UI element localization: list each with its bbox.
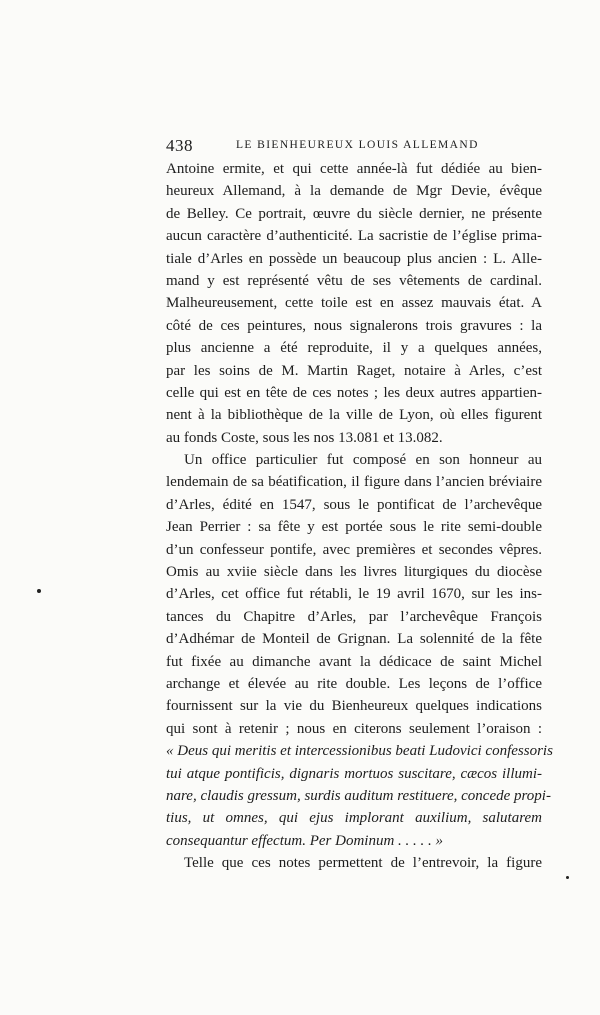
text-line: d’Arles, cet office fut rétabli, le 19 avril 1670, sur les ins- (166, 586, 542, 603)
prayer-line: tius, ut omnes, qui ejus implorant auxilium, salutarem (166, 810, 542, 827)
text-line: tances du Chapitre d’Arles, par l’archevêque François (166, 608, 542, 625)
text-line: plus ancienne a été reproduite, il y a quelques années, (166, 340, 542, 357)
text-line: d’Adhémar de Monteil de Grignan. La solennité de la fête (166, 631, 542, 648)
text-line: au fonds Coste, sous les nos 13.081 et 13.082. (166, 429, 443, 446)
text-line: fournissent sur la vie du Bienheureux quelques indications (166, 698, 542, 715)
text-line: mand y est représenté vêtu de ses vêtements de cardinal. (166, 272, 542, 289)
paragraph-start-line: Un office particulier fut composé en son honneur au (184, 452, 542, 469)
text-line: heureux Allemand, à la demande de Mgr Devie, évêque (166, 183, 542, 200)
text-line: côté de ces peintures, nous signalerons trois gravures : la (166, 317, 542, 334)
text-line: celle qui est en tête de ces notes ; les deux autres appartien- (166, 384, 542, 401)
text-line: Jean Perrier : sa fête y est portée sous le rite semi-double (166, 519, 542, 536)
text-line: par les soins de M. Martin Raget, notaire à Arles, c’est (166, 362, 542, 379)
prayer-line: « Deus qui meritis et intercessionibus beati Ludovici confessoris (166, 743, 553, 760)
text-line: qui sont à retenir ; nous en citerons seulement l’oraison : (166, 720, 542, 737)
page-header (166, 136, 542, 156)
prayer-line: nare, claudis gressum, surdis auditum restituere, concede propi- (166, 787, 551, 804)
ink-speck (566, 876, 569, 879)
text-line: d’Arles, édité en 1547, sous le pontificat de l’archevêque (166, 496, 542, 513)
text-line: d’un confesseur pontife, avec premières et secondes vêpres. (166, 541, 542, 558)
running-title: LE BIENHEUREUX LOUIS ALLEMAND (236, 139, 479, 151)
text-line: de Belley. Ce portrait, œuvre du siècle dernier, ne présente (166, 205, 542, 222)
text-line: Malheureusement, cette toile est en assez mauvais état. A (166, 295, 542, 312)
paragraph-start-line: Telle que ces notes permettent de l’entrevoir, la figure (184, 855, 542, 872)
text-line: nent à la bibliothèque de la ville de Lyon, où elles figurent (166, 407, 542, 424)
ink-speck (37, 589, 41, 593)
prayer-line: consequantur effectum. Per Dominum . . . . . » (166, 832, 444, 849)
text-line: tiale d’Arles en possède un beaucoup plus ancien : L. Alle- (166, 250, 542, 267)
text-line: archange et élevée au rite double. Les leçons de l’office (166, 675, 542, 692)
text-line: Omis au xviie siècle dans les livres liturgiques du diocèse (166, 564, 542, 581)
text-line: aucun caractère d’authenticité. La sacristie de l’église prima- (166, 228, 542, 245)
text-line: fut fixée au dimanche avant la dédicace de saint Michel (166, 653, 542, 670)
page-number: 438 (166, 136, 193, 155)
text-line: Antoine ermite, et qui cette année-là fut dédiée au bien- (166, 161, 542, 177)
body-text (166, 158, 553, 875)
prayer-line: tui atque pontificis, dignaris mortuos suscitare, cæcos illumi- (166, 765, 542, 782)
text-line: lendemain de sa béatification, il figure dans l’ancien bréviaire (166, 474, 542, 491)
